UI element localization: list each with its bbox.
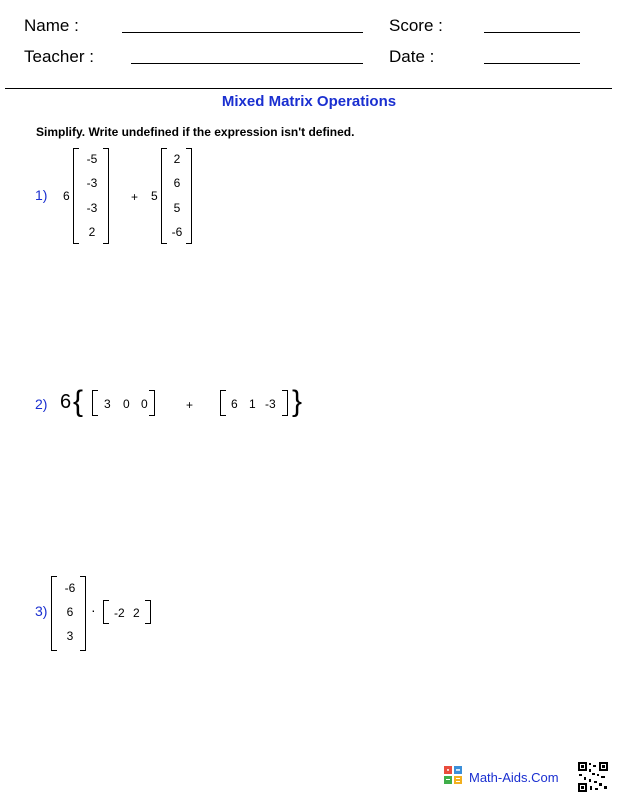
matrix-cell: -2 bbox=[114, 606, 125, 620]
teacher-field[interactable] bbox=[131, 63, 363, 64]
scalar: 6 bbox=[60, 391, 72, 413]
scalar: 6 bbox=[63, 189, 70, 203]
left-bracket bbox=[73, 148, 79, 244]
right-bracket bbox=[282, 390, 288, 416]
matrix-cell: 6 bbox=[173, 176, 181, 190]
right-bracket bbox=[149, 390, 155, 416]
matrix-cell: 6 bbox=[66, 605, 74, 619]
problem-number: 2) bbox=[35, 396, 48, 412]
right-bracket bbox=[103, 148, 109, 244]
matrix-cell: 3 bbox=[104, 397, 111, 411]
matrix-cell: 2 bbox=[88, 225, 96, 239]
date-label: Date : bbox=[389, 47, 435, 66]
matrix-cell: -3 bbox=[86, 176, 98, 190]
right-bracket bbox=[186, 148, 192, 244]
score-field[interactable] bbox=[484, 32, 580, 33]
matrix-cell: -6 bbox=[171, 225, 183, 239]
name-field[interactable] bbox=[122, 32, 363, 33]
right-bracket bbox=[80, 576, 86, 651]
matrix-cell: 3 bbox=[66, 629, 74, 643]
name-label: Name : bbox=[24, 16, 79, 35]
matrix-cell: -6 bbox=[64, 581, 76, 595]
left-bracket bbox=[103, 600, 109, 624]
scalar: 5 bbox=[151, 189, 158, 203]
problem-number: 3) bbox=[35, 603, 48, 619]
teacher-label: Teacher : bbox=[24, 47, 94, 66]
operator: + bbox=[186, 398, 194, 412]
left-bracket bbox=[92, 390, 98, 416]
matrix-cell: -3 bbox=[265, 397, 276, 411]
matrix-cell: 5 bbox=[173, 201, 181, 215]
matrix-cell: 2 bbox=[133, 606, 140, 620]
left-bracket bbox=[220, 390, 226, 416]
matrix-cell: 2 bbox=[173, 152, 181, 166]
matrix-cell: 0 bbox=[123, 397, 130, 411]
calculator-icon bbox=[444, 766, 462, 784]
date-field[interactable] bbox=[484, 63, 580, 64]
matrix-cell: 0 bbox=[141, 397, 148, 411]
worksheet-title: Mixed Matrix Operations bbox=[221, 93, 397, 110]
right-bracket bbox=[145, 600, 151, 624]
right-brace: } bbox=[292, 385, 303, 418]
left-brace: { bbox=[73, 385, 84, 418]
instructions: Simplify. Write undefined if the expression isn't defined. bbox=[36, 125, 355, 139]
matrix-cell: 1 bbox=[249, 397, 256, 411]
matrix-cell: -3 bbox=[86, 201, 98, 215]
matrix-cell: -5 bbox=[86, 152, 98, 166]
matrix-cell: 6 bbox=[231, 397, 238, 411]
operator: · bbox=[91, 602, 96, 618]
header-divider bbox=[5, 88, 612, 89]
problem-number: 1) bbox=[35, 187, 48, 203]
operator: + bbox=[131, 190, 139, 204]
left-bracket bbox=[51, 576, 57, 651]
score-label: Score : bbox=[389, 16, 443, 35]
site-link[interactable]: Math-Aids.Com bbox=[469, 770, 559, 785]
qr-code-icon bbox=[578, 762, 608, 792]
